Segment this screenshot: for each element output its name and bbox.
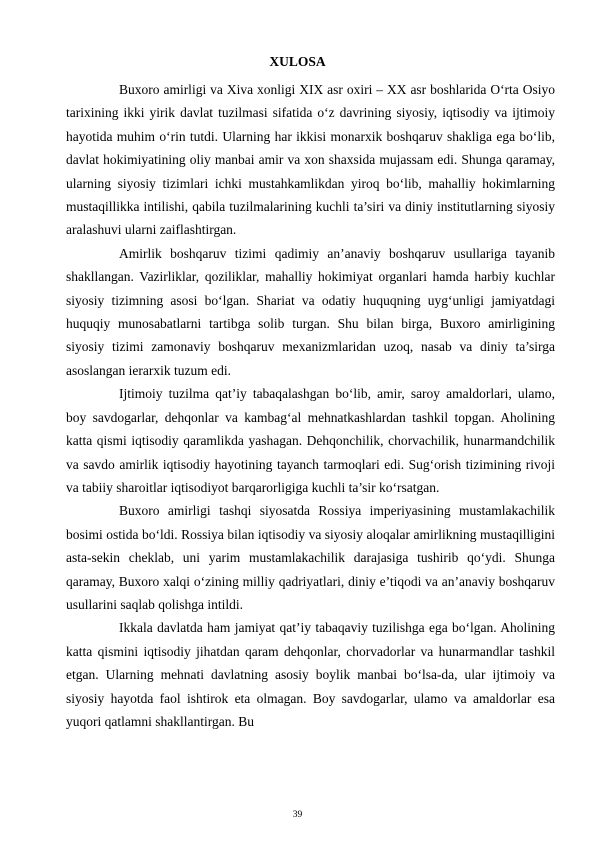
body-text bbox=[66, 78, 555, 733]
paragraph-4: Buxoro amirligi tashqi siyosatda Rossiya imperiyasining mustamlakachilik bosimi ostida bo‘ldi. Rossiya bilan iqtisodiy va siyosiy aloqalar amirlikning mustaqilligini asta-sekin cheklab, uni yarim mustamlakachilik darajasiga tushirib qo‘ydi. Shunga qaramay, Buxoro xalqi o‘zining milliy qadriyatlari, diniy e’tiqodi va an’anaviy boshqaruv usullarini saqlab qolishga intildi. bbox=[66, 503, 555, 612]
paragraph-5: Ikkala davlatda ham jamiyat qat’iy tabaqaviy tuzilishga ega bo‘lgan. Aholining katta qismini iqtisodiy jihatdan qaram dehqonlar, chorvadorlar va hunarmandlar tashkil etgan. Ularning mehnati davlatning asosiy boylik manbai bo‘lsa-da, ular ijtimoiy va siyosiy hayotda faol ishtirok eta olmagan. Boy savdogarlar, ulamo va amaldorlar esa yuqori qatlamni shakllantirgan. Bu bbox=[66, 620, 555, 729]
paragraph-3: Ijtimoiy tuzilma qat’iy tabaqalashgan bo‘lib, amir, saroy amaldorlari, ulamo, boy savdogarlar, dehqonlar va kambag‘al mehnatkashlardan tashkil topgan. Aholining katta qismi iqtisodiy qaramlikda yashagan. Dehqonchilik, chorvachilik, hunarmandchilik va savdo amirlik iqtisodiy hayotining tayanch tarmoqlari edi. Sug‘orish tizimining rivoji va tabiiy sharoitlar iqtisodiyot barqarorligiga kuchli ta’sir ko‘rsatgan. bbox=[66, 386, 555, 495]
page-number: 39 bbox=[292, 810, 303, 820]
section-title: XULOSA bbox=[269, 54, 326, 69]
paragraph-2: Amirlik boshqaruv tizimi qadimiy an’anaviy boshqaruv usullariga tayanib shakllangan. Vazirliklar, qoziliklar, mahalliy hokimiyat organlari hamda harbiy kuchlar siyosiy tizimning asosi bo‘lgan. Shariat va odatiy huquqning uyg‘unligi jamiyatdagi huquqiy munosabatlarni tartibga solib turgan. Shu bilan birga, Buxoro amirligining siyosiy tizimi zamonaviy boshqaruv mexanizmlaridan uzoq, nasab va diniy ta’sirga asoslangan ierarxik tuzum edi. bbox=[66, 245, 555, 378]
paragraph-1: Buxoro amirligi va Xiva xonligi XIX asr oxiri – XX asr boshlarida O‘rta Osiyo tarixining ikki yirik davlat tuzilmasi sifatida o‘z davrining siyosiy, iqtisodiy va ijtimoiy hayotida muhim o‘rin tutdi. Ularning har ikkisi monarxik boshqaruv shakliga ega bo‘lib, davlat hokimiyatining oliy manbai amir va xon shaxsida mujassam edi. Shunga qaramay, ularning siyosiy tizimlari ichki mustahkamlikdan yiroq bo‘lib, mahalliy hokimlarning mustaqillikka intilishi, qabila tuzilmalarining kuchli ta’siri va diniy institutlarning siyosiy aralashuvi ularni zaiflashtirgan. bbox=[66, 82, 555, 238]
